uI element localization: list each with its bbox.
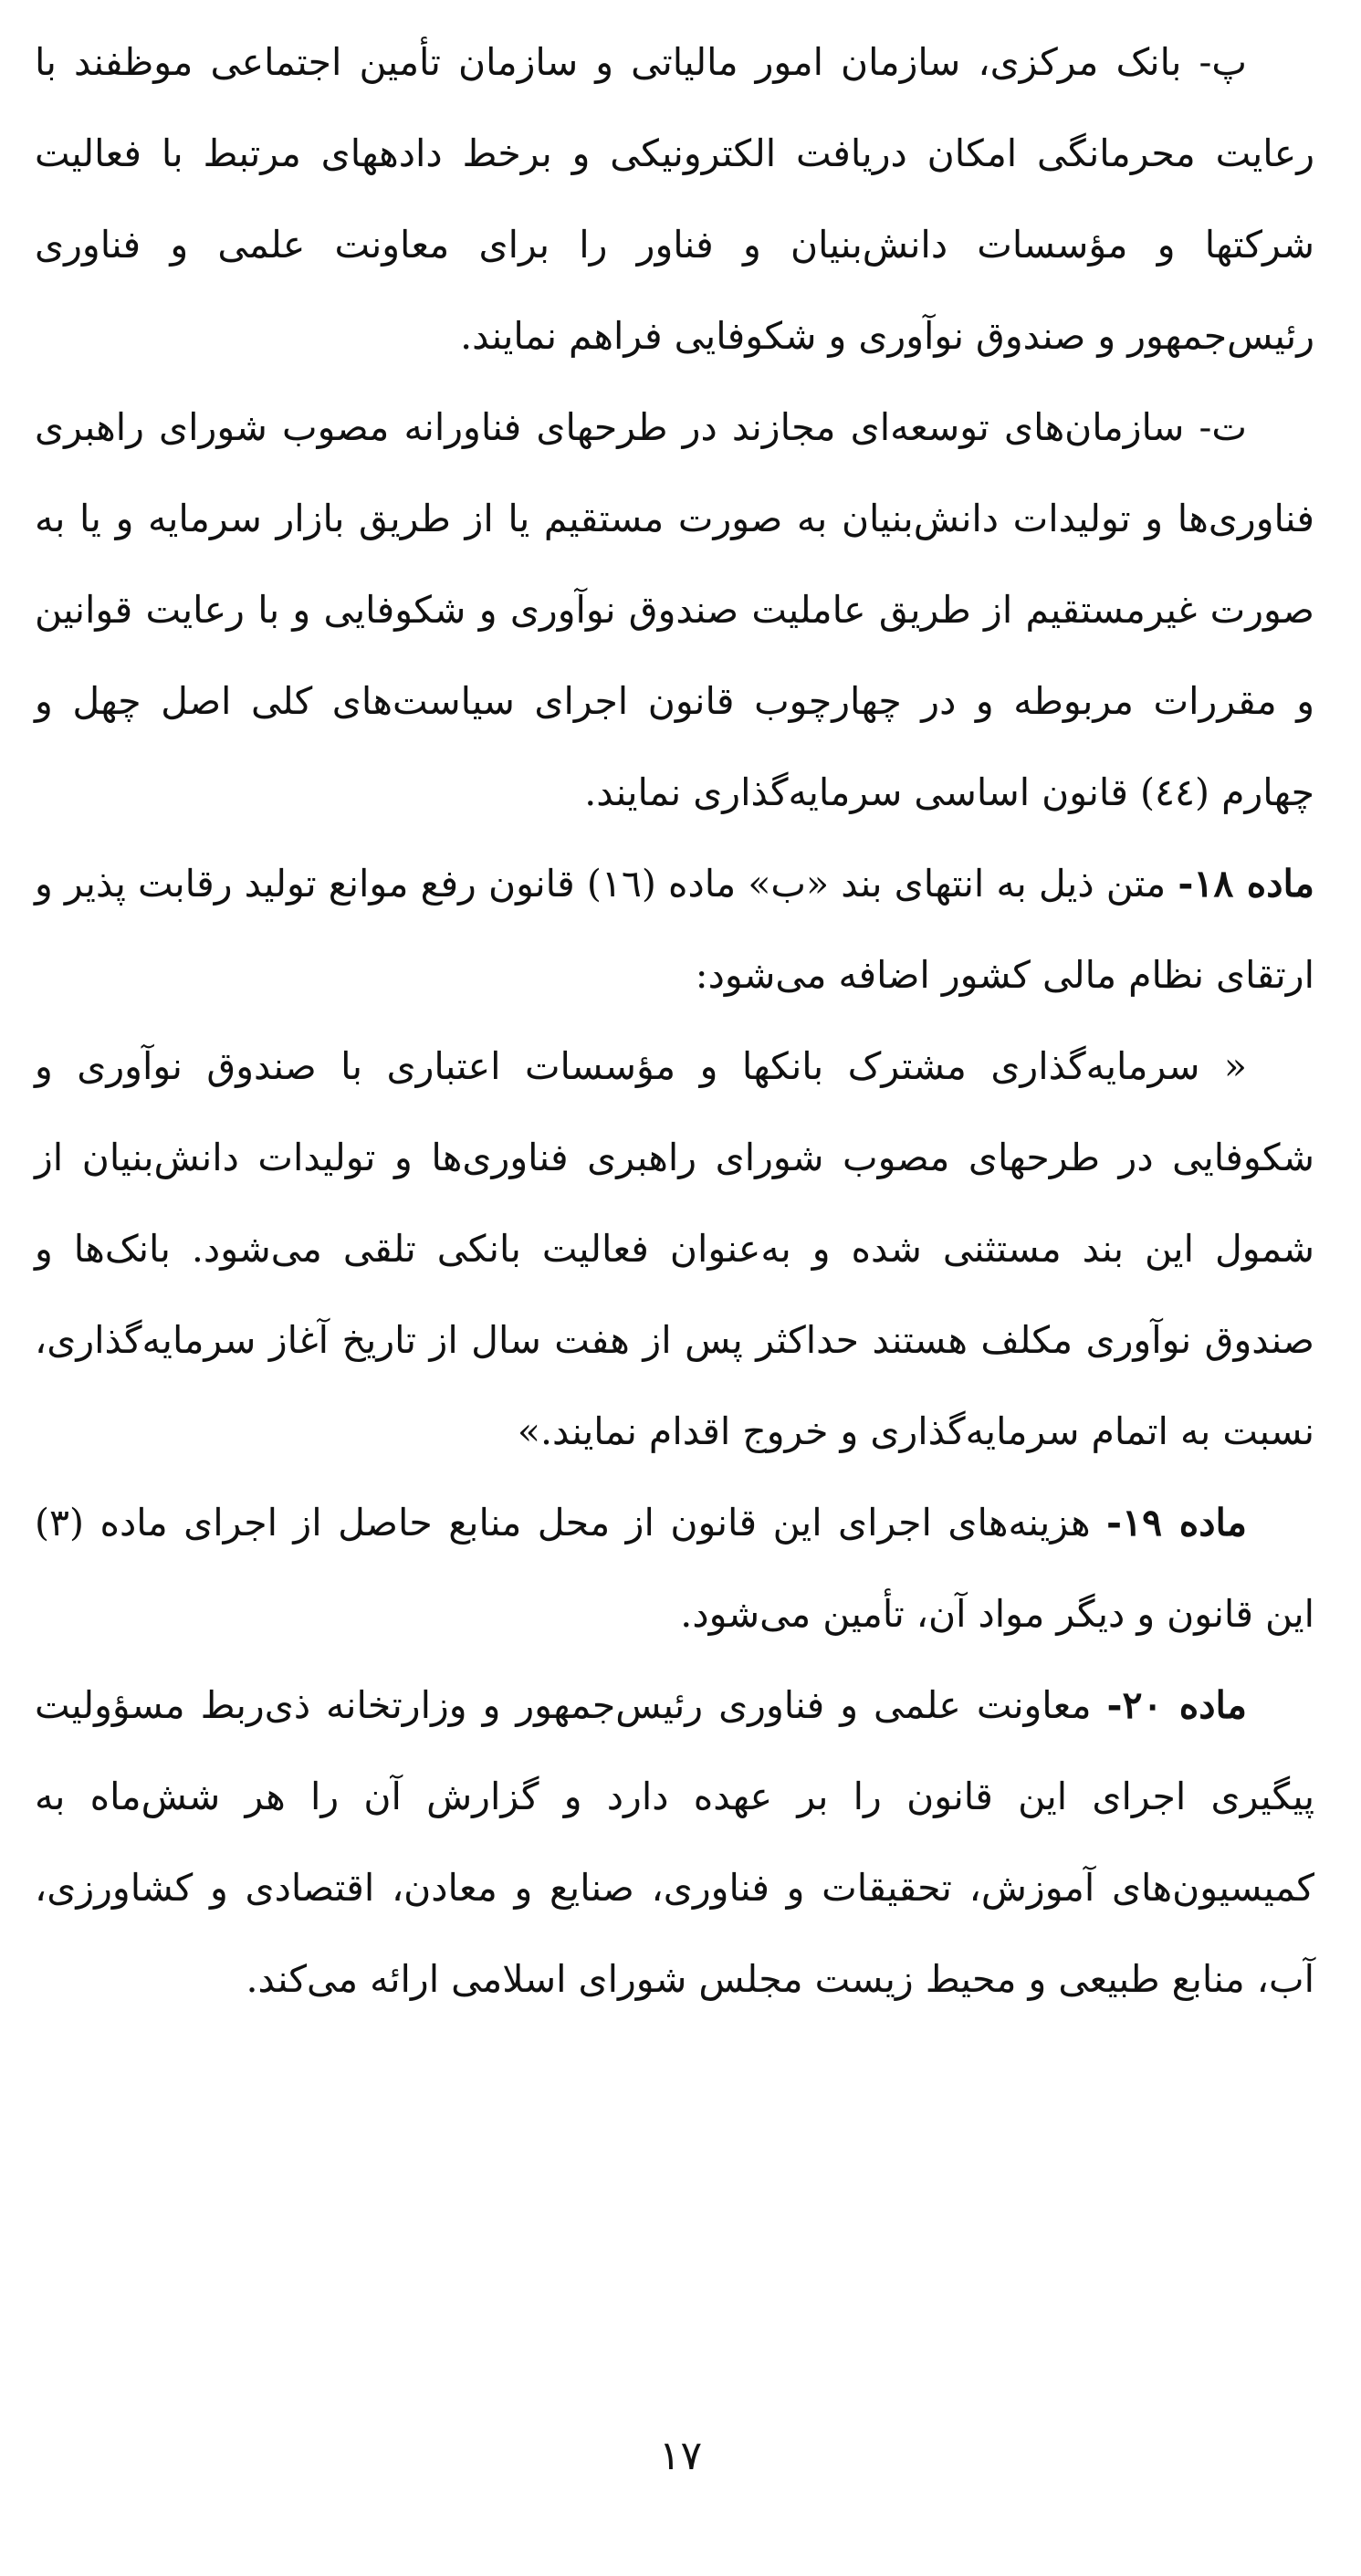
article-20-text: معاونت علمی و فناوری رئیس‌جمهور و وزارتخانه ذی‌ربط مسؤولیت پیگیری اجرای این قانون را بر عهده دارد و گزارش آن را هر شش‌ماه به کمیسیون‌های آموزش، تحقیقات و فناوری، صنایع و معادن، اقتصادی و کشاورزی، آب، منابع طبیعی و محیط زیست مجلس شورای اسلامی ارائه می‌کند. <box>35 1683 1314 2001</box>
article-20-heading: ماده ٢٠- <box>1106 1683 1247 1727</box>
article-18-text: متن ذیل به انتهای بند «ب» ماده (١٦) قانون رفع موانع تولید رقابت پذیر و ارتقای نظام مالی کشور اضافه می‌شود: <box>35 862 1314 997</box>
article-18-heading: ماده ١٨- <box>1178 862 1314 906</box>
document-body <box>35 16 1314 2025</box>
paragraph-clause-te: ت- سازمان‌های توسعه‌ای مجازند در طرحهای فناورانه مصوب شورای راهبری فناوری‌ها و تولیدات دانش‌بنیان به صورت مستقیم یا از طریق بازار سرمایه و یا به صورت غیرمستقیم از طریق عاملیت صندوق نوآوری و شکوفایی و با رعایت قوانین و مقررات مربوطه و در چهارچوب قانون اجرای سیاست‌های کلی اصل چهل و چهارم (٤٤) قانون اساسی سرمایه‌گذاری نمایند. <box>35 405 1314 814</box>
article-18-quoted-text: « سرمایه‌گذاری مشترک بانکها و مؤسسات اعتباری با صندوق نوآوری و شکوفایی در طرحهای مصوب شورای راهبری فناوری‌ها و تولیدات دانش‌بنیان از شمول این بند مستثنی شده و به‌عنوان فعالیت بانکی تلقی می‌شود. بانک‌ها و صندوق نوآوری مکلف هستند حداکثر پس از هفت سال از تاریخ آغاز سرمایه‌گذاری، نسبت به اتمام سرمایه‌گذاری و خروج اقدام نمایند.» <box>35 1044 1314 1453</box>
article-18 <box>35 838 1314 1021</box>
article-19-heading: ماده ١٩- <box>1106 1501 1247 1545</box>
paragraph-clause-pe: پ- بانک مرکزی، سازمان امور مالیاتی و سازمان تأمین اجتماعی موظفند با رعایت محرمانگی امکان دریافت الکترونیکی و برخط دادههای مرتبط با فعالیت شرکتها و مؤسسات دانش‌بنیان و فناور را برای معاونت علمی و فناوری رئیس‌جمهور و صندوق نوآوری و شکوفایی فراهم نمایند. <box>35 40 1314 358</box>
page-number: ١٧ <box>658 2433 703 2479</box>
article-19-text: هزینه‌های اجرای این قانون از محل منابع حاصل از اجرای ماده (٣) این قانون و دیگر مواد آن، تأمین می‌شود. <box>35 1501 1314 1636</box>
article-19 <box>35 1477 1314 1660</box>
article-20 <box>35 1660 1314 2025</box>
